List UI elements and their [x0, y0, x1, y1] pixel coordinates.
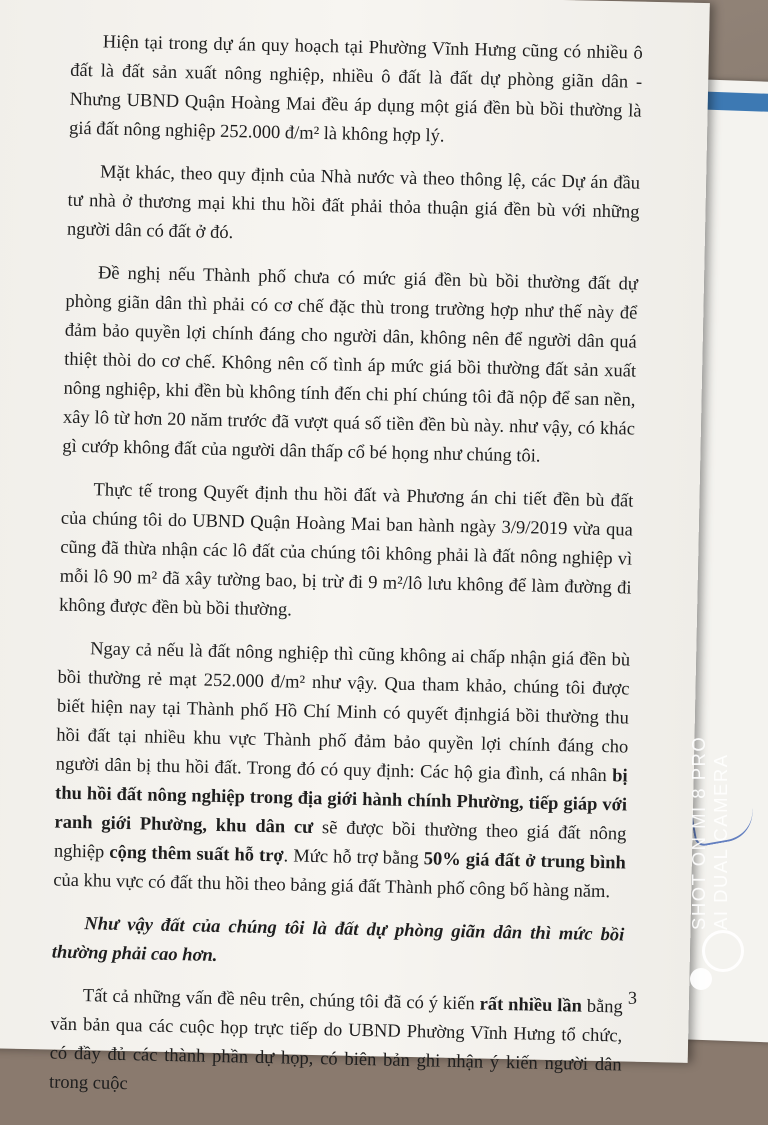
text-run: Hiện tại trong dự án quy hoạch tại Phường Vĩnh Hưng cũng có nhiều ô đất là đất sản xuất nông nghiệp, nhiều ô đất là đất dự phòng giãn dân - Nhưng UBND Quận Hoàng Mai đều áp dụng một giá đền bù bồi thường là giá đất nông nghiệp 252.000 đ/m² là không hợp lý.: [68, 32, 643, 147]
text-run: của khu vực có đất thu hồi theo bảng giá đất Thành phố công bố hàng năm.: [53, 870, 611, 903]
watermark-line-2: AI DUAL CAMERA: [710, 753, 731, 930]
text-run: bị thu hồi đất nông nghiệp trong địa giới hành chính Phường, tiếp giáp với ranh giới Phường, khu dân cư: [54, 766, 628, 838]
paragraph: [52, 910, 625, 980]
text-run: Như vậy đất của chúng tôi là đất dự phòng giãn dân thì mức bồi thường phải cao hơn.: [51, 914, 625, 966]
paragraph: [67, 158, 641, 257]
camera-logo-icon: [702, 930, 744, 972]
watermark-line-1: SHOT ON MI 8 PRO: [688, 735, 709, 930]
text-run: Tất cả những vấn đề nêu trên, chúng tôi đã có ý kiến: [82, 986, 480, 1015]
text-run: Đề nghị nếu Thành phố chưa có mức giá đền bù bồi thường đất dự phòng giãn dân thì phải có cơ chế đặc thù trong trường hợp như thế này để đảm bảo quyền lợi chính đáng cho người dân, không nên để người dân quá thiệt thòi do cơ chế. Không nên cố tình áp mức giá bồi thường đất sản xuất nông nghiệp, khi đền bù không tính đến chi phí chúng tôi đã nộp để san nền, xây lô từ hơn 20 năm trước đã vượt quá số tiền đền bù này. như vậy, có khác gì cướp không đất của người dân thấp cổ bé họng như chúng tôi.: [62, 263, 639, 467]
text-run: 50% giá đất ở trung bình: [423, 849, 627, 874]
camera-dot-icon: [690, 968, 712, 990]
paragraph: [69, 28, 643, 156]
paragraph: [53, 635, 630, 908]
text-run: . Mức hỗ trợ bằng: [283, 846, 424, 870]
paragraph: [59, 476, 634, 633]
text-run: Ngay cả nếu là đất nông nghiệp thì cũng không ai chấp nhận giá đền bù bồi thường rẻ mạt 252.000 đ/m² như vậy. Qua tham khảo, chúng tôi được biết hiện nay tại Thành phố Hồ Chí Minh có quyết địnhgiá bồi thường thu hồi đất tại nhiều khu vực Thành phố đảm bảo quyền lợi chính đáng cho người dân bị thu hồi đất. Trong đó có quy định: Các hộ gia đình, cá nhân: [55, 639, 631, 787]
text-run: sẽ được bồi thường theo giá đất nông nghiệp: [53, 817, 627, 863]
document-body: [48, 28, 643, 1124]
text-run: Mặt khác, theo quy định của Nhà nước và theo thông lệ, các Dự án đầu tư nhà ở thương mại khi thu hồi đất phải thỏa thuận giá đền bù với những người dân có đất ở đó.: [66, 162, 641, 244]
text-run: Thực tế trong Quyết định thu hồi đất và Phương án chi tiết đền bù đất của chúng tôi do UBND Quận Hoàng Mai ban hành ngày 3/9/2019 vừa qua cũng đã thừa nhận các lô đất của chúng tôi không phải là đất nông nghiệp vì mỗi lô 90 m² đã xây tường bao, bị trừ đi 9 m²/lô lưu không để làm đường đi không được đền bù bồi thường.: [58, 480, 634, 621]
text-run: cộng thêm suất hỗ trợ: [109, 842, 284, 867]
text-run: bằng văn bản qua các cuộc họp trực tiếp do UBND Phường Vĩnh Hưng tổ chức, có đầy đủ các thành phần dự họp, có biên bản ghi nhận ý kiến người dân trong cuộc: [48, 996, 623, 1095]
paragraph: [49, 981, 623, 1109]
camera-watermark: [688, 730, 752, 1010]
text-run: rất nhiều lần: [479, 994, 583, 1017]
watermark-text: [688, 736, 732, 930]
page-number: 3: [627, 987, 638, 1008]
paragraph: [62, 259, 638, 474]
